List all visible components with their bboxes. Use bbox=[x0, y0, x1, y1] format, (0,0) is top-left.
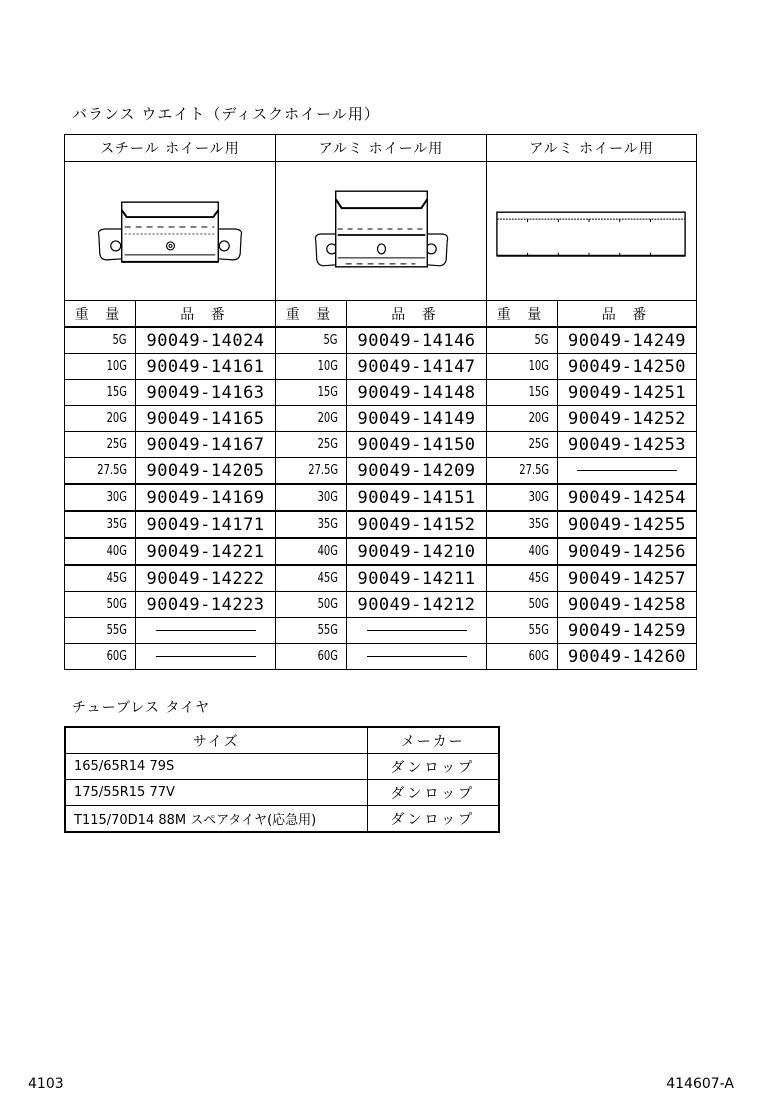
weight-row bbox=[65, 327, 697, 354]
part-number bbox=[558, 458, 697, 485]
tire-maker: ダンロップ bbox=[367, 754, 499, 780]
group-header-row bbox=[65, 135, 697, 162]
steel-clip-weight-icon bbox=[65, 162, 275, 300]
part-number: 90049-14210 bbox=[347, 538, 487, 565]
adhesive-strip-weight-icon bbox=[487, 162, 696, 300]
weight-row bbox=[65, 354, 697, 380]
weight-value: 50G bbox=[276, 592, 347, 618]
tire-maker: ダンロップ bbox=[367, 806, 499, 833]
weight-row bbox=[65, 432, 697, 458]
weight-rows bbox=[65, 327, 697, 670]
part-number: 90049-14257 bbox=[558, 565, 697, 592]
illustration-row bbox=[65, 162, 697, 301]
weight-value: 40G bbox=[487, 538, 558, 565]
part-number: 90049-14147 bbox=[347, 354, 487, 380]
weight-row bbox=[65, 618, 697, 644]
part-number: 90049-14260 bbox=[558, 644, 697, 670]
tire-row bbox=[65, 780, 499, 806]
not-available-dash bbox=[156, 656, 256, 657]
part-number: 90049-14259 bbox=[558, 618, 697, 644]
not-available-dash bbox=[156, 630, 256, 631]
not-available-dash bbox=[367, 656, 467, 657]
part-number: 90049-14222 bbox=[136, 565, 276, 592]
alloy-clip-weight-icon bbox=[276, 162, 486, 300]
weight-value: 60G bbox=[276, 644, 347, 670]
part-number: 90049-14163 bbox=[136, 380, 276, 406]
part-number: 90049-14150 bbox=[347, 432, 487, 458]
adhesive-weight-illustration bbox=[487, 162, 697, 301]
part-number: 90049-14152 bbox=[347, 511, 487, 538]
weight-value: 60G bbox=[65, 644, 136, 670]
part-number: 90049-14161 bbox=[136, 354, 276, 380]
weight-value: 25G bbox=[487, 432, 558, 458]
weight-value: 40G bbox=[276, 538, 347, 565]
weight-row bbox=[65, 458, 697, 485]
part-number: 90049-14149 bbox=[347, 406, 487, 432]
tire-size: T115/70D14 88M スペアタイヤ(応急用) bbox=[65, 806, 367, 833]
page-title: バランス ウエイト（ディスクホイール用） bbox=[72, 105, 380, 123]
tire-row bbox=[65, 806, 499, 833]
part-number: 90049-14146 bbox=[347, 327, 487, 354]
tubeless-tire-title: チューブレス タイヤ bbox=[72, 700, 211, 716]
weight-value: 50G bbox=[487, 592, 558, 618]
weight-value: 25G bbox=[276, 432, 347, 458]
steel-weight-illustration bbox=[65, 162, 276, 301]
tire-header-row bbox=[65, 727, 499, 754]
weight-value: 27.5G bbox=[487, 458, 558, 485]
part-number bbox=[136, 618, 276, 644]
part-number: 90049-14253 bbox=[558, 432, 697, 458]
part-number: 90049-14167 bbox=[136, 432, 276, 458]
part-number: 90049-14256 bbox=[558, 538, 697, 565]
weight-value: 50G bbox=[65, 592, 136, 618]
tire-size: 175/55R15 77V bbox=[65, 780, 367, 806]
part-number: 90049-14221 bbox=[136, 538, 276, 565]
weight-value: 20G bbox=[487, 406, 558, 432]
weight-row bbox=[65, 538, 697, 565]
weight-row bbox=[65, 380, 697, 406]
part-number: 90049-14205 bbox=[136, 458, 276, 485]
weight-value: 55G bbox=[276, 618, 347, 644]
weight-value: 30G bbox=[276, 484, 347, 511]
tire-size: 165/65R14 79S bbox=[65, 754, 367, 780]
weight-value: 25G bbox=[65, 432, 136, 458]
part-number: 90049-14223 bbox=[136, 592, 276, 618]
part-number: 90049-14209 bbox=[347, 458, 487, 485]
weight-header: 重 量 bbox=[276, 301, 347, 328]
group-header-alloy-adhesive: アルミ ホイール用 bbox=[487, 135, 697, 162]
weight-value: 20G bbox=[276, 406, 347, 432]
weight-value: 5G bbox=[65, 327, 136, 354]
weight-value: 60G bbox=[487, 644, 558, 670]
weight-row bbox=[65, 406, 697, 432]
weight-value: 15G bbox=[276, 380, 347, 406]
weight-value: 45G bbox=[487, 565, 558, 592]
part-number: 90049-14171 bbox=[136, 511, 276, 538]
alloy-weight-illustration bbox=[276, 162, 487, 301]
part-number: 90049-14254 bbox=[558, 484, 697, 511]
weight-value: 30G bbox=[65, 484, 136, 511]
weight-value: 30G bbox=[487, 484, 558, 511]
part-number: 90049-14212 bbox=[347, 592, 487, 618]
group-header-alloy: アルミ ホイール用 bbox=[276, 135, 487, 162]
weight-value: 5G bbox=[276, 327, 347, 354]
weight-row bbox=[65, 592, 697, 618]
weight-value: 45G bbox=[65, 565, 136, 592]
weight-value: 45G bbox=[276, 565, 347, 592]
part-number: 90049-14258 bbox=[558, 592, 697, 618]
part-number bbox=[347, 644, 487, 670]
weight-row bbox=[65, 484, 697, 511]
part-number: 90049-14252 bbox=[558, 406, 697, 432]
page-number: 4103 bbox=[28, 1076, 64, 1092]
part-number: 90049-14165 bbox=[136, 406, 276, 432]
weight-header: 重 量 bbox=[487, 301, 558, 328]
balance-weight-table bbox=[64, 134, 697, 670]
weight-value: 20G bbox=[65, 406, 136, 432]
weight-header: 重 量 bbox=[65, 301, 136, 328]
weight-value: 35G bbox=[65, 511, 136, 538]
part-number: 90049-14249 bbox=[558, 327, 697, 354]
weight-row bbox=[65, 644, 697, 670]
weight-value: 15G bbox=[487, 380, 558, 406]
part-number-header: 品 番 bbox=[136, 301, 276, 328]
weight-value: 15G bbox=[65, 380, 136, 406]
weight-row bbox=[65, 565, 697, 592]
part-number-header: 品 番 bbox=[347, 301, 487, 328]
size-header: サイズ bbox=[65, 727, 367, 754]
part-number: 90049-14211 bbox=[347, 565, 487, 592]
part-number: 90049-14151 bbox=[347, 484, 487, 511]
part-number bbox=[347, 618, 487, 644]
figure-code: 414607-A bbox=[666, 1076, 734, 1092]
part-number: 90049-14148 bbox=[347, 380, 487, 406]
sub-header-row bbox=[65, 301, 697, 328]
weight-row bbox=[65, 511, 697, 538]
weight-value: 55G bbox=[65, 618, 136, 644]
weight-value: 27.5G bbox=[65, 458, 136, 485]
weight-value: 5G bbox=[487, 327, 558, 354]
part-number: 90049-14255 bbox=[558, 511, 697, 538]
part-number: 90049-14250 bbox=[558, 354, 697, 380]
weight-value: 27.5G bbox=[276, 458, 347, 485]
part-number-header: 品 番 bbox=[558, 301, 697, 328]
maker-header: メーカー bbox=[367, 727, 499, 754]
part-number: 90049-14169 bbox=[136, 484, 276, 511]
weight-value: 35G bbox=[276, 511, 347, 538]
part-number: 90049-14251 bbox=[558, 380, 697, 406]
weight-value: 10G bbox=[487, 354, 558, 380]
tire-maker: ダンロップ bbox=[367, 780, 499, 806]
weight-value: 10G bbox=[276, 354, 347, 380]
weight-value: 10G bbox=[65, 354, 136, 380]
weight-value: 35G bbox=[487, 511, 558, 538]
tire-table bbox=[64, 726, 500, 833]
group-header-steel: スチール ホイール用 bbox=[65, 135, 276, 162]
weight-value: 55G bbox=[487, 618, 558, 644]
not-available-dash bbox=[577, 470, 677, 471]
tire-row bbox=[65, 754, 499, 780]
part-number: 90049-14024 bbox=[136, 327, 276, 354]
not-available-dash bbox=[367, 630, 467, 631]
weight-value: 40G bbox=[65, 538, 136, 565]
part-number bbox=[136, 644, 276, 670]
